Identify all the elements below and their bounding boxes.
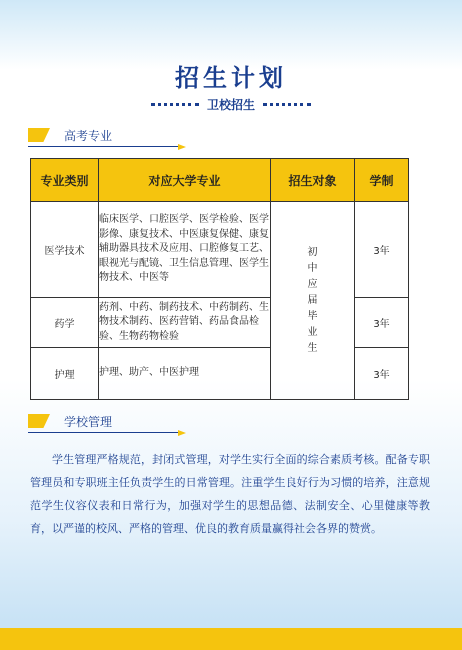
section-marker-icon xyxy=(28,414,50,428)
category-cell: 医学技术 xyxy=(31,202,99,298)
enrollment-plan-table xyxy=(30,158,409,400)
section-underline xyxy=(28,146,178,147)
page-subtitle: 卫校招生 xyxy=(206,98,255,112)
majors-cell: 护理、助产、中医护理 xyxy=(99,348,271,400)
page-title: 招生计划 xyxy=(175,63,287,92)
target-text: 初中应届毕业生 xyxy=(307,246,318,354)
section-marker-icon xyxy=(28,128,50,142)
majors-cell: 药剂、中药、制药技术、中药制药、生物技术制药、医药营销、药品食品检验、生物药物检验 xyxy=(99,298,271,348)
years-cell: 3年 xyxy=(355,348,409,400)
section-heading-gaokao xyxy=(28,128,188,150)
header-target: 招生对象 xyxy=(271,159,355,202)
section-heading-label: 学校管理 xyxy=(64,415,113,429)
majors-cell: 临床医学、口腔医学、医学检验、医学影像、康复技术、中医康复保健、康复辅助器具技术及应用、口腔修复工艺、眼视光与配镜、卫生信息管理、医学生物技术、中医等 xyxy=(99,202,271,298)
header-category: 专业类别 xyxy=(31,159,99,202)
table-header-row xyxy=(31,159,409,202)
header-years: 学制 xyxy=(355,159,409,202)
category-cell: 护理 xyxy=(31,348,99,400)
section-heading-label: 高考专业 xyxy=(64,129,113,143)
years-cell: 3年 xyxy=(355,202,409,298)
subtitle-row xyxy=(0,96,462,113)
target-cell xyxy=(271,202,355,400)
management-paragraph: 学生管理严格规范，封闭式管理，对学生实行全面的综合素质考核。配备专职管理员和专职班主任负责学生的日常管理。注重学生良好行为习惯的培养，注意规范学生仪容仪表和日常行为，加强对学生的思想品德、法制安全、心里健康等教育，以严谨的校风、严格的管理、优良的教育质量赢得社会各界的赞赏。 xyxy=(30,453,430,535)
header-majors: 对应大学专业 xyxy=(99,159,271,202)
footer-bar xyxy=(0,628,462,650)
decorative-dashes-right xyxy=(263,103,311,106)
years-cell: 3年 xyxy=(355,298,409,348)
decorative-dashes-left xyxy=(151,103,199,106)
section-underline xyxy=(28,432,178,433)
table-row xyxy=(31,202,409,298)
category-cell: 药学 xyxy=(31,298,99,348)
section-heading-management xyxy=(28,414,188,436)
